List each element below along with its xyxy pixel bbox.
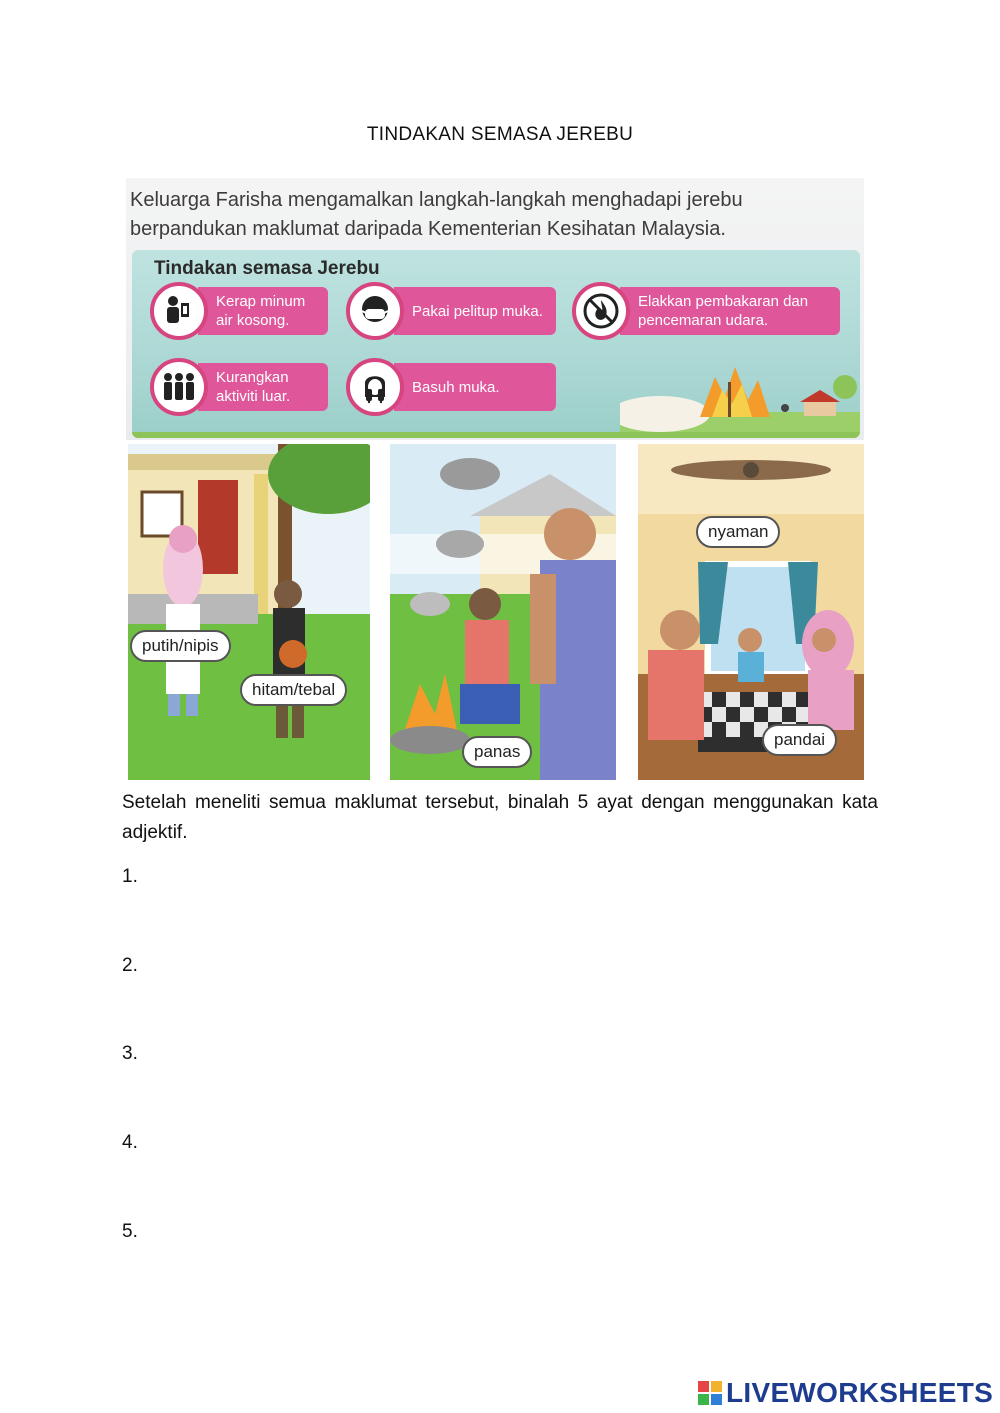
illustration-indoor-scene xyxy=(638,444,864,780)
adjective-label: putih/nipis xyxy=(130,630,231,662)
logo-square xyxy=(698,1381,709,1392)
haze-actions-box xyxy=(132,250,860,438)
tip-text xyxy=(394,363,556,411)
tip-drink-water xyxy=(150,286,328,336)
answer-line-5[interactable]: 5. xyxy=(122,1221,138,1242)
tip-wash-face xyxy=(346,362,556,412)
drinking-water-icon xyxy=(150,282,208,340)
answer-line-4[interactable]: 4. xyxy=(122,1132,138,1153)
intro-line-2: berpandukan maklumat daripada Kementerian Kesihatan Malaysia. xyxy=(130,218,726,240)
adjective-label: pandai xyxy=(762,724,837,756)
tip-line: aktiviti luar. xyxy=(216,388,291,405)
adjective-label: hitam/tebal xyxy=(240,674,347,706)
info-panel xyxy=(126,178,864,440)
tip-line: air kosong. xyxy=(216,312,290,329)
tip-wear-mask xyxy=(346,286,556,336)
logo-square xyxy=(711,1394,722,1405)
liveworksheets-logo xyxy=(698,1377,993,1409)
logo-square xyxy=(698,1394,709,1405)
tip-avoid-burning xyxy=(572,286,840,336)
haze-actions-heading: Tindakan semasa Jerebu xyxy=(154,258,380,279)
no-burning-icon xyxy=(572,282,630,340)
answer-line-3[interactable]: 3. xyxy=(122,1043,138,1064)
logo-square xyxy=(711,1381,722,1392)
tip-text xyxy=(394,287,556,335)
intro-text xyxy=(130,186,860,244)
illustration-smoke-scene xyxy=(128,444,370,780)
open-burning-illustration xyxy=(390,444,616,780)
forest-fire-illustration xyxy=(620,342,860,432)
tip-line: Kerap minum xyxy=(216,293,306,310)
face-mask-icon xyxy=(346,282,404,340)
intro-line-1: Keluarga Farisha mengamalkan langkah-langkah menghadapi jerebu xyxy=(130,189,743,211)
tip-line: Kurangkan xyxy=(216,369,289,386)
tip-text xyxy=(198,287,328,335)
people-indoor-icon xyxy=(150,358,208,416)
answer-line-2[interactable]: 2. xyxy=(122,955,138,976)
wash-face-icon xyxy=(346,358,404,416)
tip-text xyxy=(620,287,840,335)
tip-text xyxy=(198,363,328,411)
tip-line: pencemaran udara. xyxy=(638,312,769,329)
logo-mark-icon xyxy=(698,1381,722,1405)
logo-text: LIVEWORKSHEETS xyxy=(726,1377,994,1408)
tip-reduce-outdoor xyxy=(150,362,328,412)
adjective-label: panas xyxy=(462,736,532,768)
tip-line: Basuh muka. xyxy=(412,378,500,396)
page-title: TINDAKAN SEMASA JEREBU xyxy=(366,124,634,145)
tip-line: Pakai pelitup muka. xyxy=(412,302,543,320)
answer-line-1[interactable]: 1. xyxy=(122,866,138,887)
adjective-label: nyaman xyxy=(696,516,780,548)
house-yard-illustration xyxy=(128,444,370,780)
instruction-text: Setelah meneliti semua maklumat tersebut, binalah 5 ayat dengan menggunakan kata adjektif. xyxy=(122,792,878,843)
tip-line: Elakkan pembakaran dan xyxy=(638,293,809,310)
illustration-burning-scene xyxy=(390,444,616,780)
